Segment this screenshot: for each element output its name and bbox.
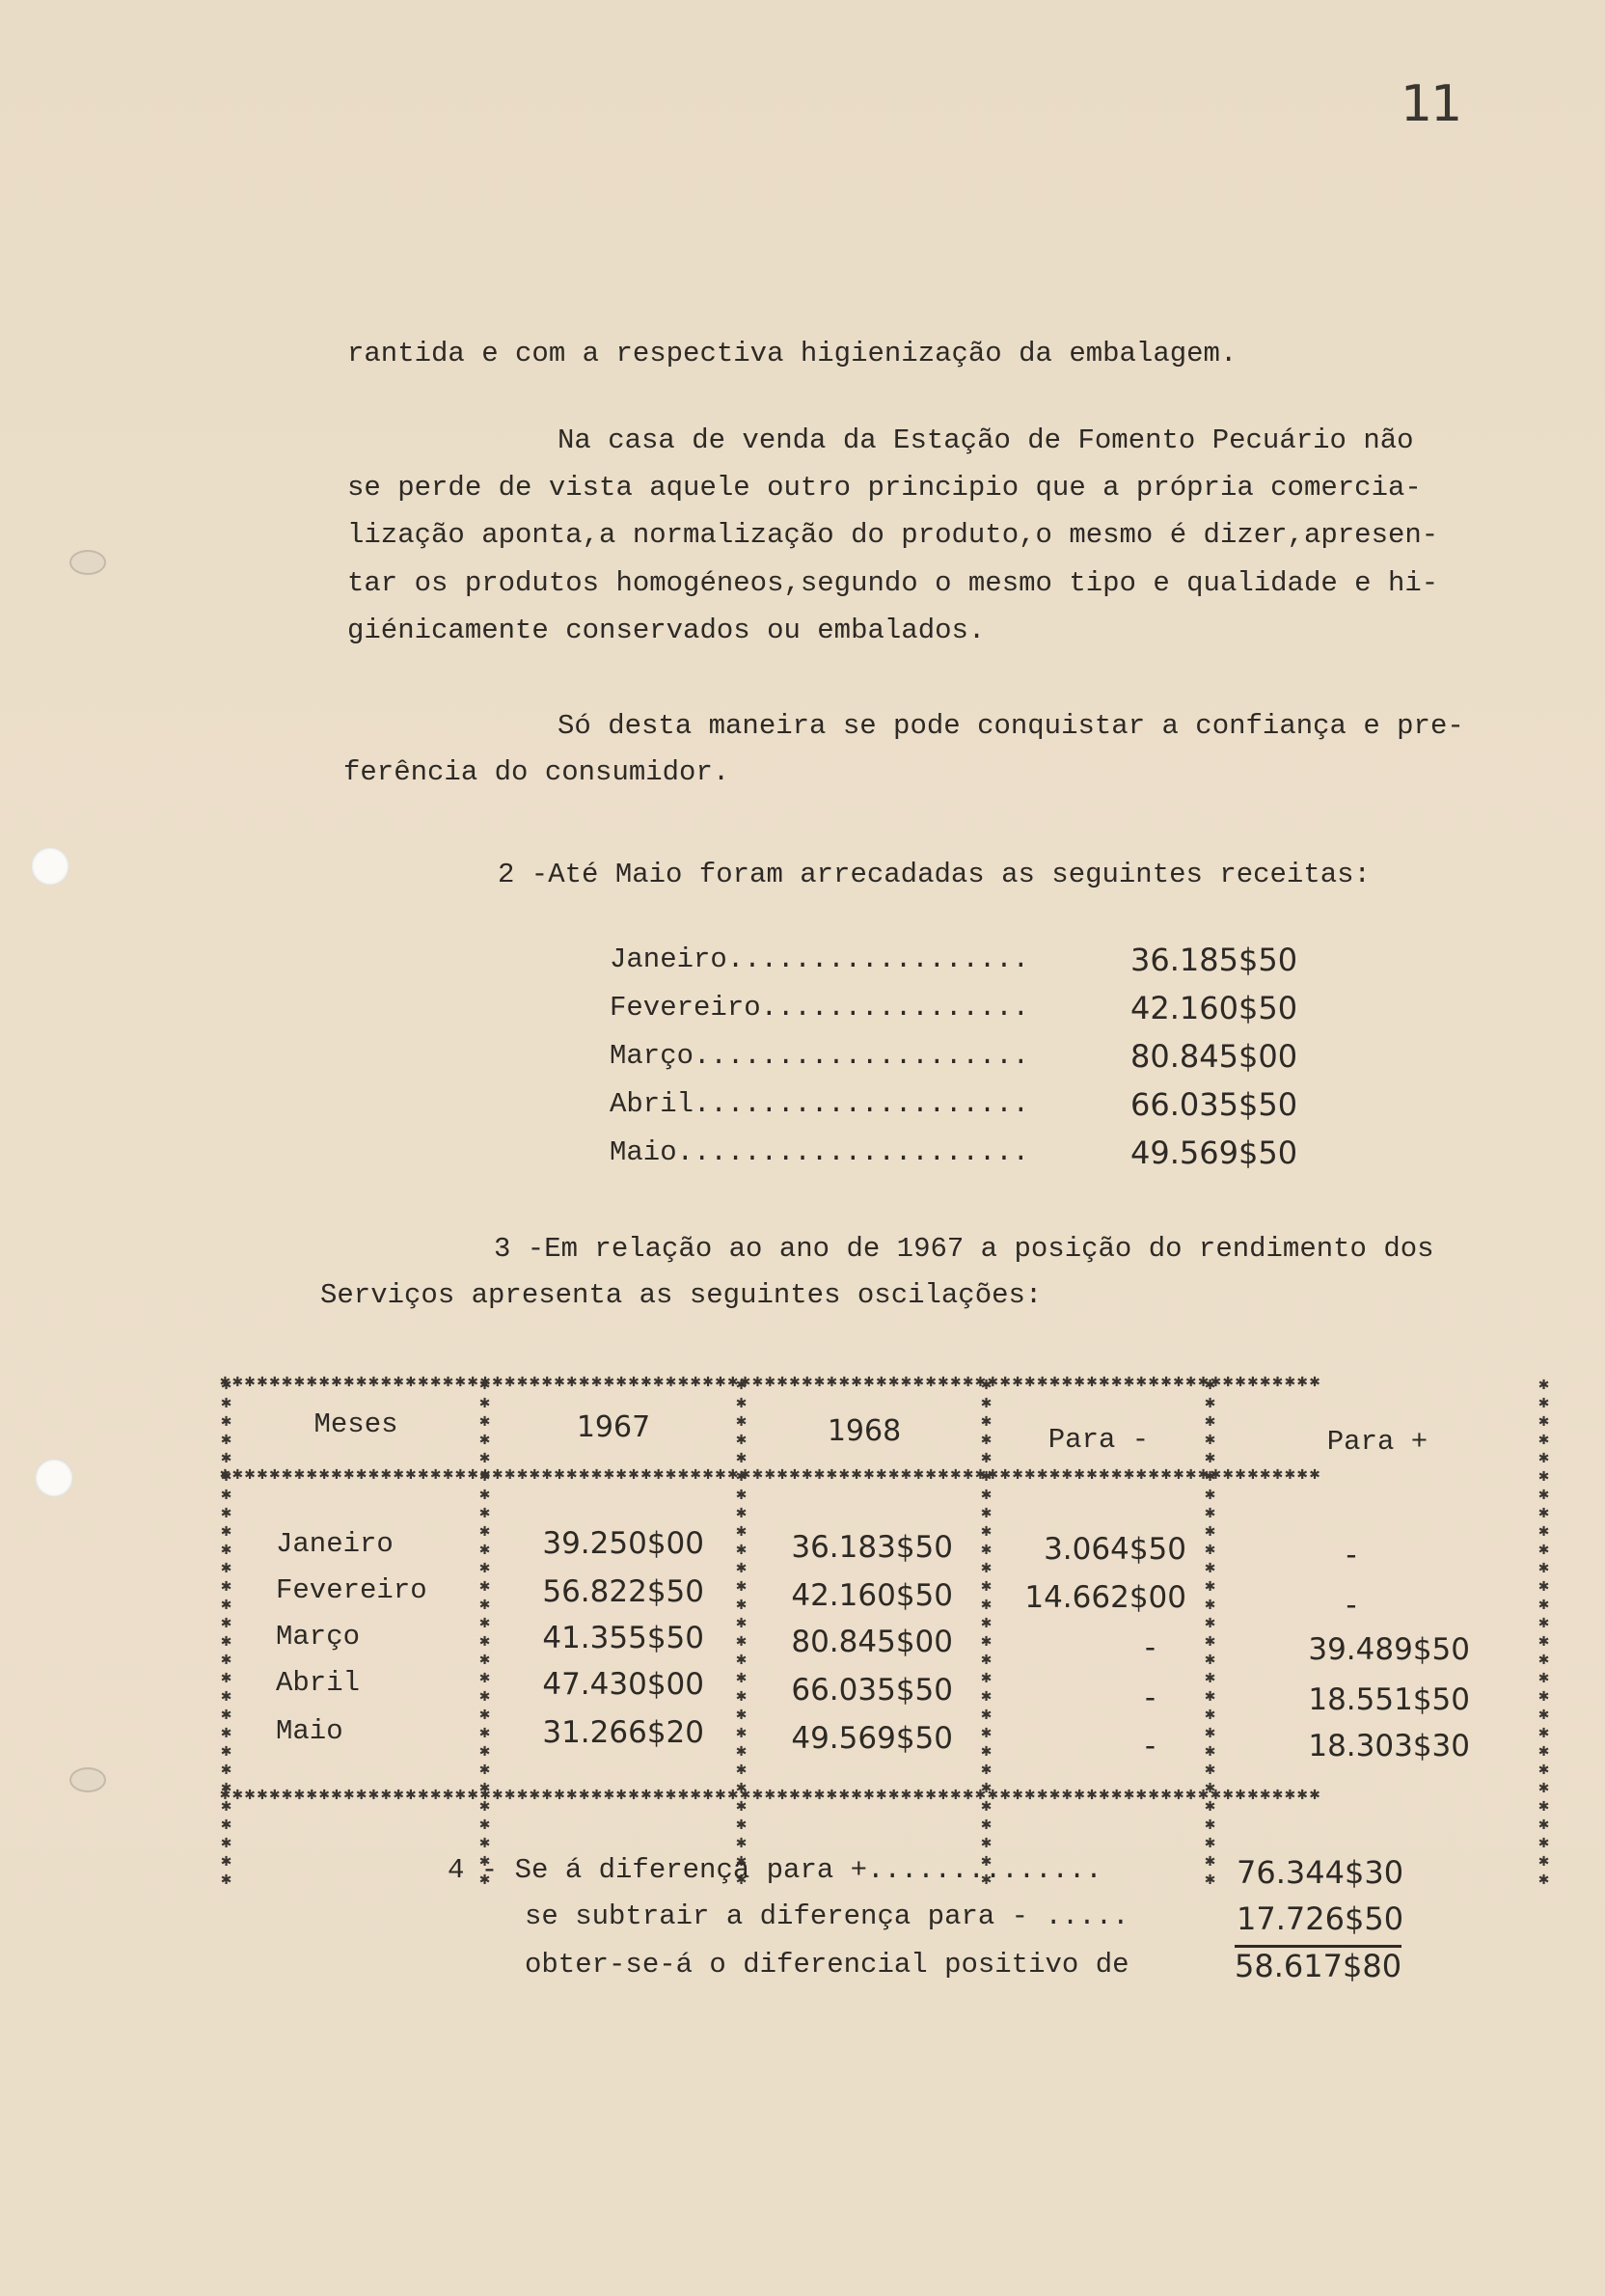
receipt-label: Maio..................... [610,1136,1030,1168]
table-header: 1967 [576,1410,651,1444]
punch-hole-top [31,847,69,886]
table-cell: 56.822$50 [542,1574,704,1609]
table-cell: 36.183$50 [791,1530,953,1565]
section-heading: 3 -Em relação ao ano de 1967 a posição do rendimento dos [494,1233,1434,1265]
receipt-value: 36.185$50 [1130,942,1298,978]
table-cell: - [1346,1538,1357,1572]
table-cell: 31.266$20 [542,1715,704,1750]
summary-value: 17.726$50 [1237,1900,1404,1937]
summary-text: obter-se-á o diferencial positivo de [525,1949,1129,1981]
table-header: Meses [313,1408,398,1440]
text-line: rantida e com a respectiva higienização da embalagem. [347,338,1238,369]
table-border-header: ✱✱✱✱✱✱✱✱✱✱✱✱✱✱✱✱✱✱✱✱✱✱✱✱✱✱✱✱✱✱✱✱✱✱✱✱✱✱✱✱✱✱✱✱✱✱✱✱✱✱✱✱✱✱✱✱✱✱✱✱✱✱✱✱✱✱✱✱✱✱✱✱✱✱✱✱✱✱✱✱✱✱✱✱✱✱✱✱✱ [220,1465,1322,1485]
table-divider: ✱✱✱✱✱✱✱✱✱✱✱✱✱✱✱✱✱✱✱✱✱✱✱✱✱✱✱✱ [474,1374,493,1887]
table-cell: - [1144,1681,1156,1715]
table-cell-month: Fevereiro [276,1574,427,1606]
summary-text: se subtrair a diferença para - ..... [525,1900,1129,1932]
text-line: Só desta maneira se pode conquistar a confiança e pre- [558,710,1464,742]
table-header: Para - [1047,1424,1150,1456]
text-line: Serviços apresenta as seguintes oscilações: [320,1279,1043,1311]
receipt-value: 49.569$50 [1130,1134,1298,1171]
table-cell: 42.160$50 [791,1578,953,1613]
table-cell: 80.845$00 [791,1625,953,1659]
receipt-label: Abril.................... [610,1088,1030,1120]
text-line: se perde de vista aquele outro principio que a própria comercia- [347,472,1422,504]
table-cell: - [1346,1588,1357,1623]
table-divider: ✱✱✱✱✱✱✱✱✱✱✱✱✱✱✱✱✱✱✱✱✱✱✱✱✱✱✱✱ [975,1374,994,1887]
table-cell: 39.489$50 [1308,1632,1470,1667]
staple-mark-top [69,550,106,575]
text-line: ferência do consumidor. [343,756,730,788]
summary-value: 76.344$30 [1237,1854,1404,1891]
page-number: 11 [1401,75,1461,133]
table-cell: 18.551$50 [1308,1682,1470,1717]
table-header: Para + [1326,1426,1428,1458]
table-cell: 18.303$30 [1308,1729,1470,1763]
table-divider: ✱✱✱✱✱✱✱✱✱✱✱✱✱✱✱✱✱✱✱✱✱✱✱✱✱✱✱✱ [1199,1374,1218,1887]
summary-text: 4 - Se á diferença para +.............. [448,1854,1102,1886]
table-header: 1968 [827,1414,902,1448]
table-cell-month: Janeiro [276,1528,394,1560]
table-border-left: ✱✱✱✱✱✱✱✱✱✱✱✱✱✱✱✱✱✱✱✱✱✱✱✱✱✱✱✱ [215,1374,234,1887]
summary-total-value: 58.617$80 [1235,1945,1401,1984]
staple-mark-bottom [69,1767,106,1792]
receipt-value: 66.035$50 [1130,1086,1298,1123]
table-cell: 47.430$00 [542,1667,704,1702]
receipt-value: 42.160$50 [1130,990,1298,1026]
text-line: giénicamente conservados ou embalados. [347,615,986,646]
receipt-label: Março.................... [610,1040,1030,1072]
text-line: tar os produtos homogéneos,segundo o mesmo tipo e qualidade e hi- [347,567,1439,599]
table-cell: 41.355$50 [542,1621,704,1655]
table-border-top: ✱✱✱✱✱✱✱✱✱✱✱✱✱✱✱✱✱✱✱✱✱✱✱✱✱✱✱✱✱✱✱✱✱✱✱✱✱✱✱✱✱✱✱✱✱✱✱✱✱✱✱✱✱✱✱✱✱✱✱✱✱✱✱✱✱✱✱✱✱✱✱✱✱✱✱✱✱✱✱✱✱✱✱✱✱✱✱✱✱ [220,1373,1322,1392]
receipt-label: Janeiro.................. [610,943,1030,975]
table-cell: 49.569$50 [791,1721,953,1756]
table-cell: 3.064$50 [1044,1532,1186,1567]
table-cell: - [1144,1729,1156,1763]
table-cell-month: Abril [276,1667,361,1699]
section-heading: 2 -Até Maio foram arrecadadas as seguintes receitas: [498,859,1371,890]
receipt-value: 80.845$00 [1130,1038,1298,1075]
table-cell: 14.662$00 [1024,1580,1186,1615]
table-divider: ✱✱✱✱✱✱✱✱✱✱✱✱✱✱✱✱✱✱✱✱✱✱✱✱✱✱✱✱ [730,1374,749,1887]
table-border-right: ✱✱✱✱✱✱✱✱✱✱✱✱✱✱✱✱✱✱✱✱✱✱✱✱✱✱✱✱ [1533,1374,1552,1887]
table-cell: - [1144,1630,1156,1665]
table-cell-month: Maio [276,1715,343,1747]
text-line: Na casa de venda da Estação de Fomento Pecuário não [558,424,1414,456]
table-cell: 66.035$50 [791,1673,953,1708]
table-border-bottom: ✱✱✱✱✱✱✱✱✱✱✱✱✱✱✱✱✱✱✱✱✱✱✱✱✱✱✱✱✱✱✱✱✱✱✱✱✱✱✱✱✱✱✱✱✱✱✱✱✱✱✱✱✱✱✱✱✱✱✱✱✱✱✱✱✱✱✱✱✱✱✱✱✱✱✱✱✱✱✱✱✱✱✱✱✱✱✱✱✱ [220,1786,1322,1805]
receipt-label: Fevereiro................ [610,992,1030,1024]
punch-hole-bottom [35,1459,73,1497]
table-cell-month: Março [276,1621,361,1653]
text-line: lização aponta,a normalização do produto,o mesmo é dizer,apresen- [347,519,1439,551]
table-cell: 39.250$00 [542,1526,704,1561]
